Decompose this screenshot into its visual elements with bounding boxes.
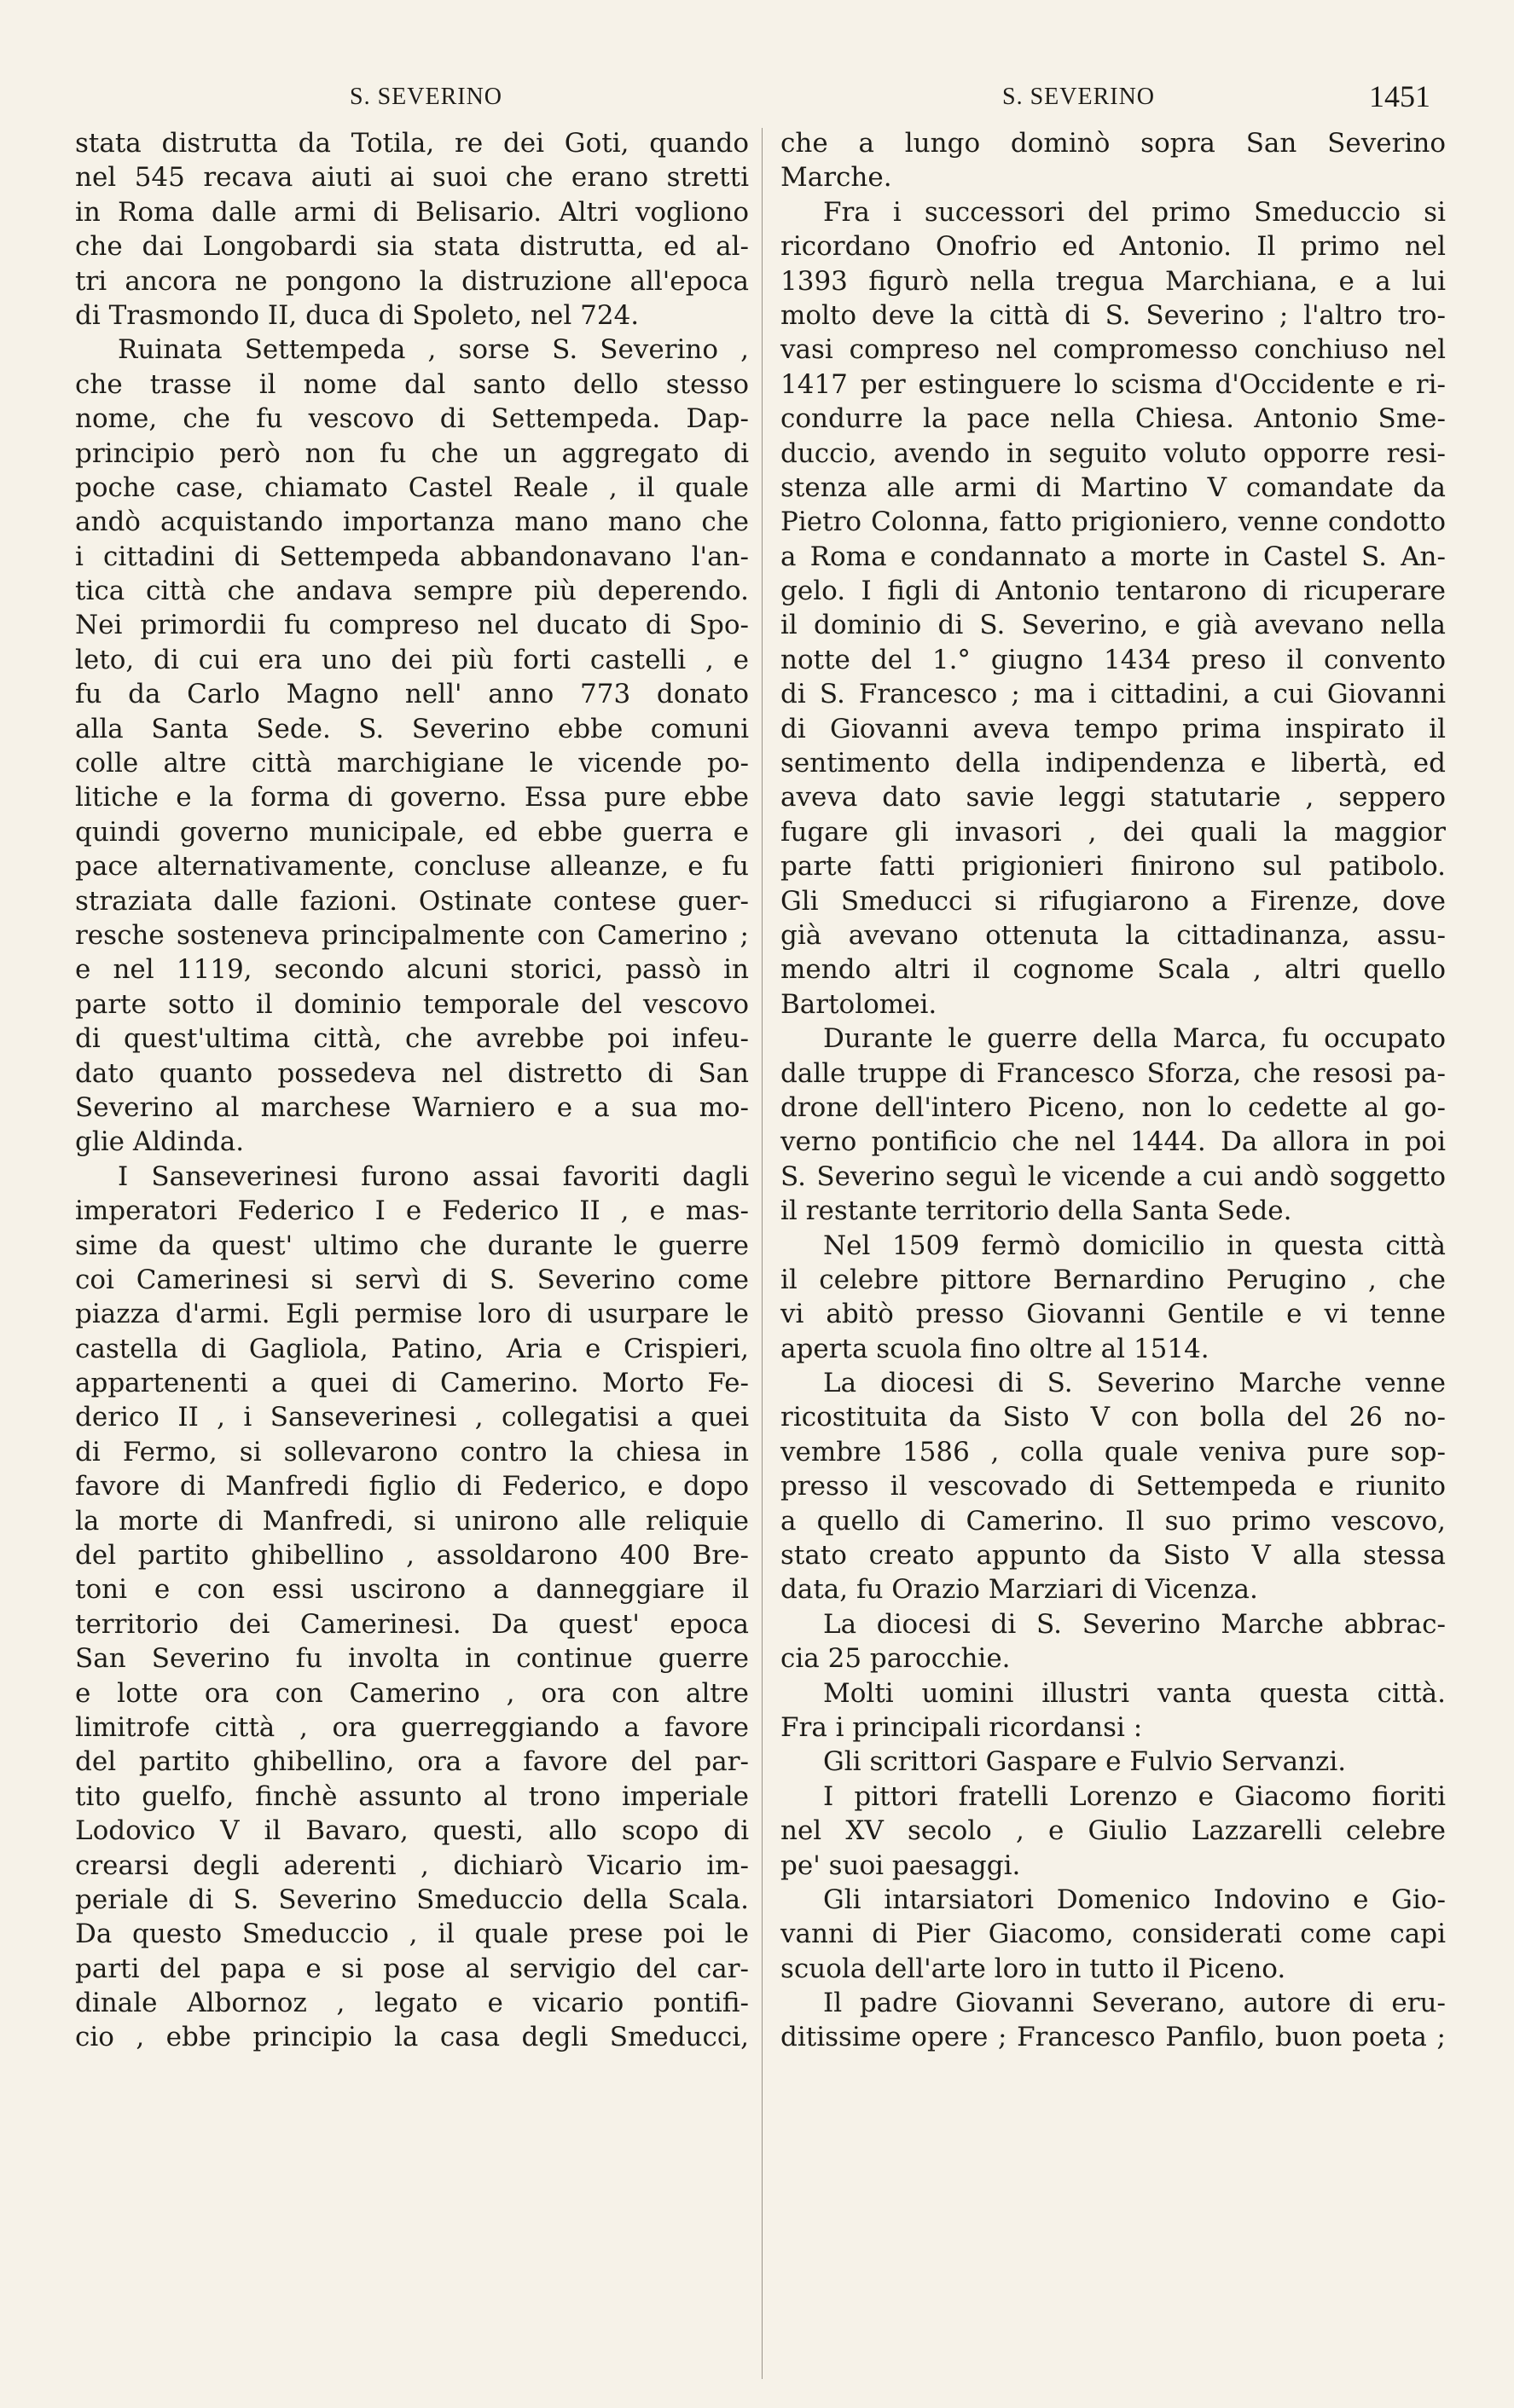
- text-line: ricostituita da Sisto V con bolla del 26 no-: [780, 1402, 1446, 1433]
- text-line: piazza d'armi. Egli permise loro di usurpare le: [75, 1299, 749, 1330]
- text-line: mendo altri il cognome Scala , altri quello: [780, 954, 1446, 986]
- text-line: fu da Carlo Magno nell' anno 773 donato: [75, 679, 749, 710]
- text-line: i cittadini di Settempeda abbandonavano l'an-: [75, 541, 749, 572]
- text-line: Marche.: [780, 162, 892, 194]
- text-line: di quest'ultima città, che avrebbe poi infeu-: [75, 1023, 749, 1055]
- text-line: dalle truppe di Francesco Sforza, che resosi pa-: [780, 1057, 1446, 1089]
- text-line: poche case, chiamato Castel Reale , il quale: [75, 472, 749, 503]
- text-line: del partito ghibellino, ora a favore del par-: [75, 1746, 749, 1778]
- text-line: il dominio di S. Severino, e già avevano nella: [780, 610, 1446, 641]
- text-line: castella di Gagliola, Patino, Aria e Crispieri,: [75, 1333, 749, 1364]
- text-line: sime da quest' ultimo che durante le guerre: [75, 1230, 749, 1261]
- text-line: litiche e la forma di governo. Essa pure ebbe: [75, 782, 749, 813]
- text-line: Nei primordii fu compreso nel ducato di Spo-: [75, 610, 749, 641]
- text-line: la morte di Manfredi, si unirono alle reliquie: [75, 1505, 749, 1537]
- text-line: data, fu Orazio Marziari di Vicenza.: [780, 1574, 1258, 1606]
- text-line: Il padre Giovanni Severano, autore di eru-: [823, 1988, 1446, 2019]
- text-line: Gli scrittori Gaspare e Fulvio Servanzi.: [823, 1746, 1347, 1778]
- text-line: sentimento della indipendenza e libertà, ed: [780, 748, 1446, 779]
- text-line: e nel 1119, secondo alcuni storici, passò in: [75, 954, 749, 986]
- text-line: limitrofe città , ora guerreggiando a favore: [75, 1711, 749, 1743]
- text-line: territorio dei Camerinesi. Da quest' epoca: [75, 1608, 749, 1640]
- text-line: vi abitò presso Giovanni Gentile e vi tenne: [780, 1299, 1446, 1330]
- column-divider: [762, 128, 763, 2379]
- text-line: La diocesi di S. Severino Marche abbrac-: [823, 1608, 1446, 1640]
- text-line: glie Aldinda.: [75, 1126, 245, 1158]
- text-line: già avevano ottenuta la cittadinanza, assu-: [780, 919, 1446, 951]
- text-line: che dai Longobardi sia stata distrutta, ed al-: [75, 231, 749, 263]
- running-head-left: S. SEVERINO: [350, 84, 503, 110]
- text-line: gelo. I figli di Antonio tentarono di ricuperare: [780, 576, 1446, 607]
- text-line: dato quanto possedeva nel distretto di San: [75, 1057, 749, 1089]
- text-line: cio , ebbe principio la casa degli Smeducci,: [75, 2022, 749, 2053]
- text-line: Gli intarsiatori Domenico Indovino e Gio-: [823, 1884, 1446, 1915]
- right-column: [780, 126, 1446, 2055]
- text-line: scuola dell'arte loro in tutto il Piceno.: [780, 1953, 1286, 1984]
- text-line: nel XV secolo , e Giulio Lazzarelli celebre: [780, 1815, 1446, 1847]
- text-line: di Fermo, si sollevarono contro la chiesa in: [75, 1436, 749, 1467]
- text-line: duccio, avendo in seguito voluto opporre resi-: [780, 437, 1446, 469]
- text-line: S. Severino seguì le vicende a cui andò soggetto: [780, 1161, 1446, 1192]
- text-line: colle altre città marchigiane le vicende po-: [75, 748, 749, 779]
- text-line: a Roma e condannato a morte in Castel S. An-: [780, 541, 1446, 572]
- text-line: verno pontificio che nel 1444. Da allora in poi: [780, 1126, 1446, 1158]
- text-line: San Severino fu involta in continue guerre: [75, 1643, 749, 1675]
- text-line: I pittori fratelli Lorenzo e Giacomo fioriti: [823, 1780, 1446, 1812]
- text-line: Bartolomei.: [780, 988, 937, 1020]
- text-line: Da questo Smeduccio , il quale prese poi le: [75, 1919, 749, 1950]
- text-line: parti del papa e si pose al servigio del car-: [75, 1953, 749, 1984]
- text-line: tito guelfo, finchè assunto al trono imperiale: [75, 1780, 749, 1812]
- text-line: a quello di Camerino. Il suo primo vescovo,: [780, 1505, 1446, 1537]
- text-line: vembre 1586 , colla quale veniva pure sop-: [780, 1436, 1446, 1467]
- text-line: presso il vescovado di Settempeda e riunito: [780, 1471, 1446, 1502]
- text-line: toni e con essi uscirono a danneggiare il: [75, 1574, 749, 1606]
- text-line: andò acquistando importanza mano mano che: [75, 506, 749, 538]
- text-line: coi Camerinesi si servì di S. Severino come: [75, 1264, 749, 1295]
- text-line: aveva dato savie leggi statutarie , seppero: [780, 782, 1446, 813]
- text-line: Fra i principali ricordansi :: [780, 1711, 1143, 1743]
- text-line: appartenenti a quei di Camerino. Morto Fe-: [75, 1368, 749, 1399]
- text-line: condurre la pace nella Chiesa. Antonio Sme-: [780, 403, 1446, 435]
- text-line: Molti uomini illustri vanta questa città.: [823, 1677, 1446, 1709]
- text-line: derico II , i Sanseverinesi , collegatisi a quei: [75, 1402, 749, 1433]
- text-line: nome, che fu vescovo di Settempeda. Dap-: [75, 403, 749, 435]
- text-line: straziata dalle fazioni. Ostinate contese guer-: [75, 885, 749, 917]
- text-line: Ruinata Settempeda , sorse S. Severino ,: [118, 334, 749, 366]
- left-column: [75, 126, 749, 2055]
- text-line: tica città che andava sempre più deperendo.: [75, 576, 749, 607]
- text-line: in Roma dalle armi di Belisario. Altri vogliono: [75, 196, 749, 228]
- text-line: che trasse il nome dal santo dello stesso: [75, 368, 749, 400]
- text-line: ditissime opere ; Francesco Panfilo, buon poeta ;: [780, 2022, 1446, 2053]
- page-number: 1451: [1369, 79, 1430, 113]
- text-line: Nel 1509 fermò domicilio in questa città: [823, 1230, 1446, 1261]
- running-head-right: S. SEVERINO: [1002, 84, 1156, 110]
- text-line: crearsi degli aderenti , dichiarò Vicario im-: [75, 1849, 749, 1881]
- text-line: fugare gli invasori , dei quali la maggior: [780, 816, 1446, 848]
- text-line: resche sosteneva principalmente con Camerino ;: [75, 919, 749, 951]
- text-line: e lotte ora con Camerino , ora con altre: [75, 1677, 749, 1709]
- text-line: 1393 figurò nella tregua Marchiana, e a lui: [780, 265, 1446, 297]
- text-line: che a lungo dominò sopra San Severino: [780, 128, 1446, 159]
- text-line: parte fatti prigionieri finirono sul patibolo.: [780, 851, 1446, 883]
- text-line: alla Santa Sede. S. Severino ebbe comuni: [75, 713, 749, 744]
- text-line: stenza alle armi di Martino V comandate da: [780, 472, 1446, 503]
- text-line: molto deve la città di S. Severino ; l'altro tro-: [780, 299, 1446, 331]
- text-line: nel 545 recava aiuti ai suoi che erano stretti: [75, 162, 749, 194]
- text-line: Durante le guerre della Marca, fu occupato: [823, 1023, 1446, 1055]
- text-line: pace alternativamente, concluse alleanze, e fu: [75, 851, 749, 883]
- text-line: notte del 1.° giugno 1434 preso il convento: [780, 644, 1446, 675]
- text-line: imperatori Federico I e Federico II , e mas-: [75, 1195, 749, 1227]
- text-line: quindi governo municipale, ed ebbe guerra e: [75, 816, 749, 848]
- text-line: I Sanseverinesi furono assai favoriti dagli: [118, 1161, 749, 1192]
- text-line: principio però non fu che un aggregato di: [75, 437, 749, 469]
- text-line: drone dell'intero Piceno, non lo cedette al go-: [780, 1091, 1446, 1123]
- text-line: La diocesi di S. Severino Marche venne: [823, 1368, 1446, 1399]
- text-line: dinale Albornoz , legato e vicario pontifi-: [75, 1988, 749, 2019]
- text-line: il celebre pittore Bernardino Perugino , che: [780, 1264, 1446, 1295]
- text-line: pe' suoi paesaggi.: [780, 1849, 1021, 1881]
- text-line: aperta scuola fino oltre al 1514.: [780, 1333, 1209, 1364]
- text-line: stato creato appunto da Sisto V alla stessa: [780, 1540, 1446, 1572]
- text-line: periale di S. Severino Smeduccio della Scala.: [75, 1884, 749, 1915]
- text-line: ricordano Onofrio ed Antonio. Il primo nel: [780, 231, 1446, 263]
- text-line: Lodovico V il Bavaro, questi, allo scopo di: [75, 1815, 749, 1847]
- text-line: vanni di Pier Giacomo, considerati come capi: [780, 1919, 1446, 1950]
- text-line: vasi compreso nel compromesso conchiuso nel: [780, 334, 1446, 366]
- text-line: 1417 per estinguere lo scisma d'Occidente e ri-: [780, 368, 1446, 400]
- text-line: parte sotto il dominio temporale del vescovo: [75, 988, 749, 1020]
- text-line: cia 25 parocchie.: [780, 1643, 1011, 1675]
- text-line: del partito ghibellino , assoldarono 400 Bre-: [75, 1540, 749, 1572]
- text-line: Severino al marchese Warniero e a sua mo-: [75, 1091, 749, 1123]
- text-line: di S. Francesco ; ma i cittadini, a cui Giovanni: [780, 679, 1446, 710]
- text-line: tri ancora ne pongono la distruzione all'epoca: [75, 265, 749, 297]
- text-line: di Giovanni aveva tempo prima inspirato il: [780, 713, 1446, 744]
- text-line: di Trasmondo II, duca di Spoleto, nel 724.: [75, 299, 640, 331]
- text-line: Pietro Colonna, fatto prigioniero, venne condotto: [780, 506, 1446, 538]
- text-line: stata distrutta da Totila, re dei Goti, quando: [75, 128, 749, 159]
- text-line: leto, di cui era uno dei più forti castelli , e: [75, 644, 749, 675]
- text-line: Gli Smeducci si rifugiarono a Firenze, dove: [780, 885, 1446, 917]
- text-line: il restante territorio della Santa Sede.: [780, 1195, 1292, 1227]
- text-line: favore di Manfredi figlio di Federico, e dopo: [75, 1471, 749, 1502]
- text-line: Fra i successori del primo Smeduccio si: [823, 196, 1446, 228]
